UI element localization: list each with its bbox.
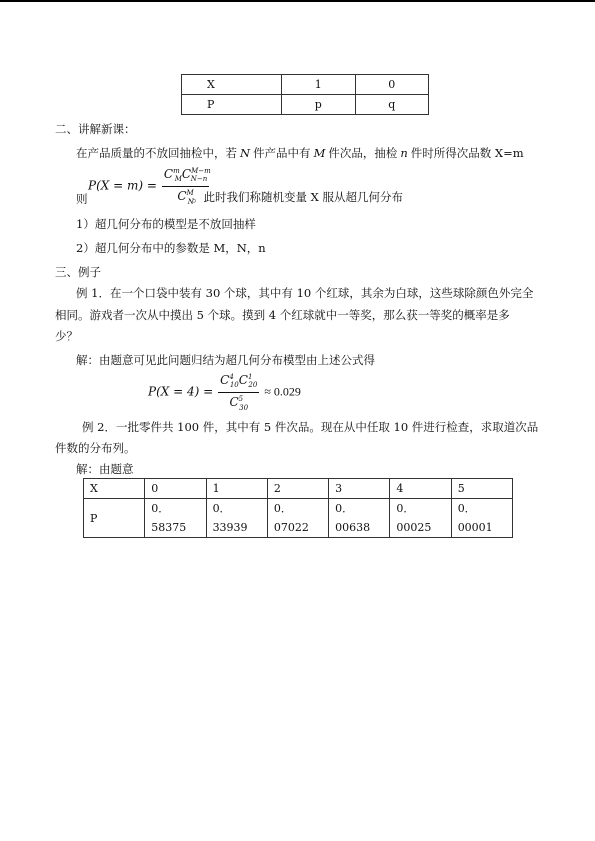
table-cell: 1	[206, 479, 267, 499]
variable-M: M	[313, 146, 326, 160]
table-cell: q	[355, 95, 429, 115]
table-cell: 0．07022	[267, 499, 328, 538]
table-row	[84, 499, 513, 538]
text: 在产品质量的不放回抽检中，若	[76, 146, 237, 160]
table-cell: 0．00001	[451, 499, 512, 538]
table-cell: X	[84, 479, 145, 499]
example-2-line-2: 件数的分布列。	[55, 441, 136, 455]
table-row	[182, 95, 429, 115]
table-cell: 3	[329, 479, 390, 499]
table-cell: 5	[451, 479, 512, 499]
formula-fraction: $\frac{C^m_MC^{M-m}_{N-n}}{C^M_N}$	[163, 167, 211, 206]
table-cell: 0．33939	[206, 499, 267, 538]
probability-formula	[148, 371, 301, 415]
distribution-table-1	[181, 74, 429, 115]
formula-lhs: P(X = m) =	[88, 178, 157, 193]
table-cell: P	[84, 499, 145, 538]
table-row	[84, 479, 513, 499]
table-cell: 0	[355, 75, 429, 95]
variable-n: n	[400, 146, 408, 160]
table-cell: p	[282, 95, 355, 115]
text: 件次品，抽检	[328, 146, 398, 160]
solution-1: 解：由题意可见此问题归结为超几何分布模型由上述公式得	[76, 353, 375, 367]
example-1-line-3: 少？	[55, 329, 78, 343]
table-cell: 0	[145, 479, 206, 499]
example-2-line-1: 例 2．一批零件共 100 件，其中有 5 件次品。现在从中任取 10 件进行检查，求取道次品	[82, 420, 539, 434]
solution-2: 解：由题意	[76, 462, 134, 476]
top-rule	[0, 0, 595, 2]
table-cell: X	[182, 75, 282, 95]
table-cell: 0．58375	[145, 499, 206, 538]
table-cell: 0．00638	[329, 499, 390, 538]
definition-paragraph	[76, 145, 524, 161]
table-cell: 4	[390, 479, 451, 499]
variable-N: N	[240, 146, 251, 160]
table-cell: P	[182, 95, 282, 115]
section-heading-examples: 三、例子	[55, 265, 101, 279]
table-row	[182, 75, 429, 95]
table-cell: 2	[267, 479, 328, 499]
table-cell: 1	[282, 75, 355, 95]
point-2: 2）超几何分布中的参数是 M，N，n	[76, 241, 266, 255]
text: 件产品中有	[253, 146, 311, 160]
example-1-line-2: 相同。游戏者一次从中摸出 5 个球。摸到 4 个红球就中一等奖，那么获一等奖的概率是多	[55, 308, 510, 322]
formula-fraction: $\frac{C^4_{10}C^1_{20}}{C^5_{30}}$	[220, 373, 258, 412]
distribution-table-2	[83, 478, 513, 538]
text: 件时所得次品数 X=m	[410, 146, 524, 160]
table-cell: 0．00025	[390, 499, 451, 538]
formula-lhs: P(X = 4) =	[148, 384, 214, 399]
section-heading-new-lesson: 二、讲解新课：	[55, 122, 136, 136]
point-1: 1）超几何分布的模型是不放回抽样	[76, 217, 256, 231]
example-1-line-1: 例 1．在一个口袋中装有 30 个球，其中有 10 个红球，其余为白球，这些球除颜色外完全	[76, 286, 534, 300]
then-label: 则	[76, 192, 88, 206]
definition-conclusion: 。此时我们称随机变量 X 服从超几何分布	[192, 190, 403, 204]
formula-result: ≈ 0.029	[264, 384, 301, 399]
